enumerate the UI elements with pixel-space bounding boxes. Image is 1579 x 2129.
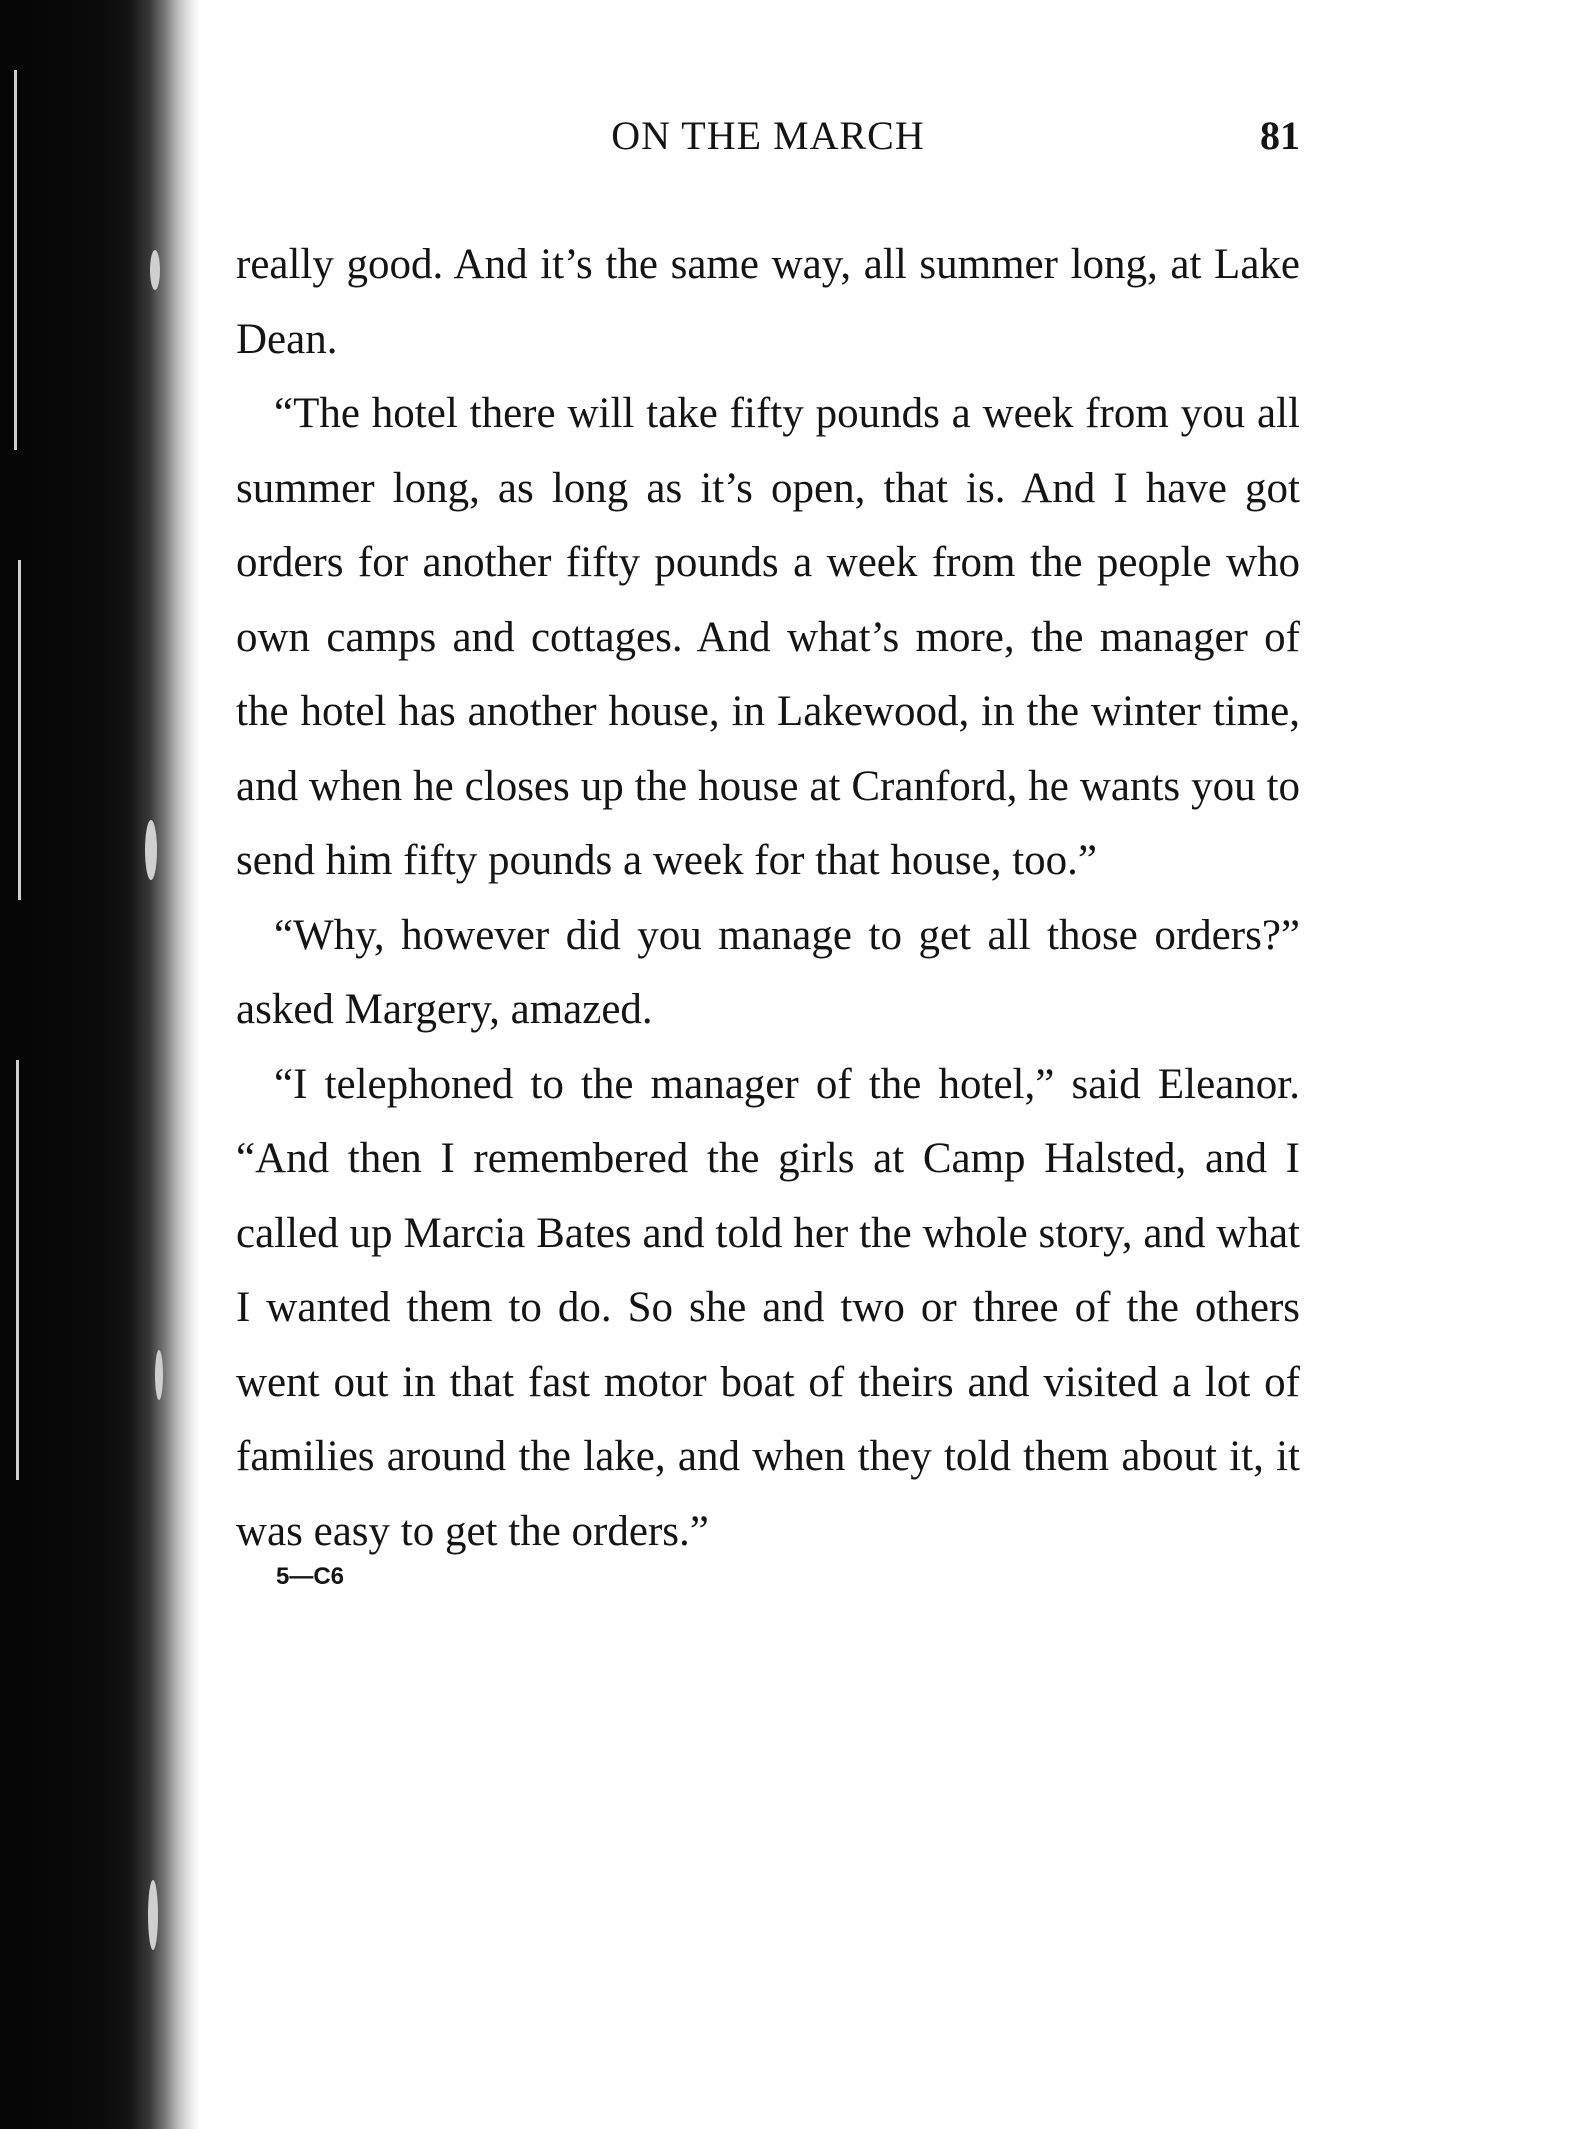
paragraph-hotel-orders: “The hotel there will take fifty pounds a week from you all summer long, as long as it’s open, that is. And I have got orders for another fifty pounds a week from the people who own camps and cottages. And what’s more, the manager of the hotel has another house, in Lakewood, in the winter time, and when he closes up the house at Cranford, he wants you to send him fifty pounds a week for that house, too.” — [236, 390, 1300, 884]
book-binding-edge — [0, 0, 200, 2129]
scan-speckle — [155, 1350, 163, 1400]
binding-crease — [14, 70, 17, 450]
running-title: ON THE MARCH — [611, 113, 925, 158]
binding-crease — [18, 560, 21, 900]
book-page — [236, 112, 1300, 1591]
running-head — [236, 112, 1300, 172]
page-number: 81 — [1260, 113, 1300, 158]
scan-speckle — [150, 250, 160, 290]
printer-signature-mark: 5—C6 — [276, 1563, 345, 1590]
paragraph-continuation: really good. And it’s the same way, all summer long, at Lake Dean. — [236, 241, 1300, 363]
body-text — [236, 228, 1300, 1569]
scan-speckle — [148, 1880, 158, 1950]
binding-crease — [16, 1060, 19, 1480]
paragraph-eleanor-answer: “I telephoned to the manager of the hotel,” said Eleanor. “And then I remembered the girls at Camp Halsted, and I called up Marcia Bates and told her the whole story, and what I wanted them to do. So she and two or three of the others went out in that fast motor boat of theirs and visited a lot of families around the lake, and when they told them about it, it was easy to get the orders.” — [236, 1060, 1300, 1555]
scan-speckle — [145, 820, 157, 880]
paragraph-margery-question: “Why, however did you manage to get all those orders?” asked Margery, amazed. — [236, 911, 1300, 1033]
